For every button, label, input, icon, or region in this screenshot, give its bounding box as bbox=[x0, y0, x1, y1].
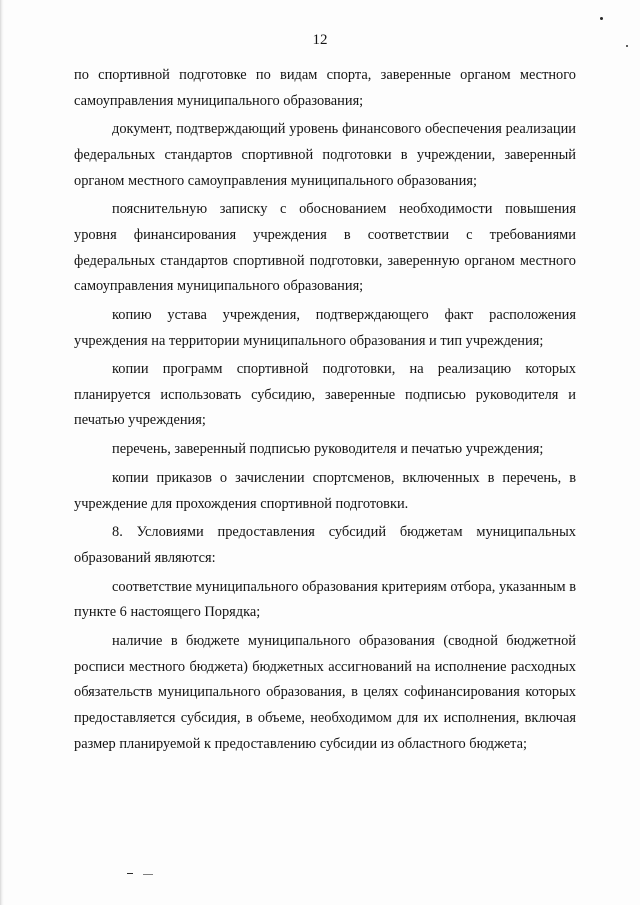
page-number: 12 bbox=[312, 32, 328, 48]
paragraph-section-8: 8. Условиями предоставления субсидий бюджетам муниципальных образований являются: bbox=[74, 524, 576, 566]
paragraph-certified-list: перечень, заверенный подписью руководителя и печатью учреждения; bbox=[112, 441, 544, 458]
paragraph-enrollment-orders: копии приказов о зачислении спортсменов, включенных в перечень, в учреждение для прохождения спортивной подготовки. bbox=[74, 470, 576, 512]
paragraph-budget-allocations: наличие в бюджете муниципального образования (сводной бюджетной росписи местного бюджета) бюджетных ассигнований на исполнение расходных обязательств муниципального образования, в целях софинансирования которых предоставляется субсидия, в объеме, необходимом для их исполнения, включая размер планируемой к предоставлению субсидии из областного бюджета; bbox=[74, 633, 576, 752]
scan-edge-shadow bbox=[0, 0, 4, 905]
paragraph-program-copies: копии программ спортивной подготовки, на реализацию которых планируется использовать субсидию, заверенные подписью руководителя и печатью учреждения; bbox=[74, 361, 576, 429]
document-body bbox=[74, 63, 576, 760]
paragraph-financing-document: документ, подтверждающий уровень финансового обеспечения реализации федеральных стандартов спортивной подготовки в учреждении, заверенный органом местного самоуправления муниципального образования; bbox=[74, 121, 576, 189]
scan-speck bbox=[626, 45, 628, 47]
paragraph-criteria-compliance: соответствие муниципального образования критериям отбора, указанным в пункте 6 настоящего Порядка; bbox=[74, 578, 576, 621]
scan-mark bbox=[127, 873, 133, 874]
paragraph-explanatory-note: пояснительную записку с обоснованием необходимости повышения уровня финансирования учреждения в соответствии с требованиями федеральных стандартов спортивной подготовки, заверенную органом местного самоуправления муниципального образования; bbox=[74, 201, 576, 295]
paragraph-charter-copy: копию устава учреждения, подтверждающего факт расположения учреждения на территории муниципального образования и тип учреждения; bbox=[74, 306, 576, 349]
scan-mark bbox=[143, 874, 153, 875]
paragraph-continuation: по спортивной подготовке по видам спорта, заверенные органом местного самоуправления муниципального образования; bbox=[74, 67, 576, 109]
scan-speck bbox=[600, 17, 603, 20]
